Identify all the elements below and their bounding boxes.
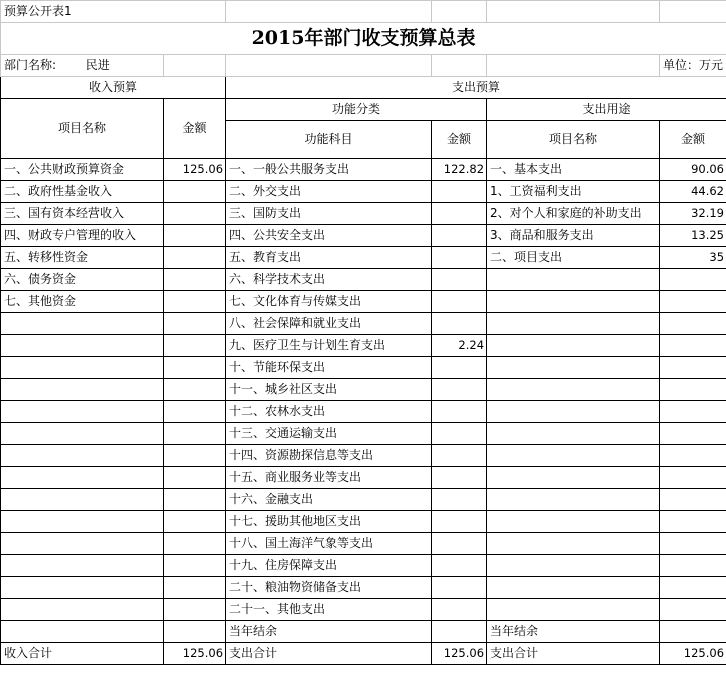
use-total-amount[interactable]: 125.06	[660, 643, 726, 665]
table-row	[1, 313, 726, 335]
use-amount-cell[interactable]	[660, 269, 726, 291]
func-amount-cell[interactable]: 2.24	[432, 335, 487, 357]
use-amount-cell[interactable]	[660, 533, 726, 555]
expense-use-header[interactable]: 支出用途	[487, 99, 726, 121]
func-amount-cell[interactable]	[432, 423, 487, 445]
func-subject-cell[interactable]: 十八、国土海洋气象等支出	[226, 533, 432, 555]
table-row	[1, 511, 726, 533]
use-item-cell[interactable]	[487, 291, 660, 313]
func-subject-cell[interactable]: 十四、资源勘探信息等支出	[226, 445, 432, 467]
use-amount-cell[interactable]	[660, 467, 726, 489]
functional-class-header[interactable]: 功能分类	[226, 99, 487, 121]
income-amount-cell[interactable]	[164, 577, 226, 599]
use-item-cell[interactable]	[487, 577, 660, 599]
income-item-cell[interactable]	[1, 467, 164, 489]
income-item-cell[interactable]: 三、国有资本经营收入	[1, 203, 164, 225]
func-amount-header[interactable]: 金额	[432, 121, 487, 159]
income-item-cell[interactable]	[1, 401, 164, 423]
table-row	[1, 577, 726, 599]
use-item-cell[interactable]	[487, 445, 660, 467]
income-amount-cell[interactable]	[164, 401, 226, 423]
func-subject-cell[interactable]: 九、医疗卫生与计划生育支出	[226, 335, 432, 357]
func-amount-cell[interactable]	[432, 225, 487, 247]
func-amount-cell[interactable]	[432, 445, 487, 467]
dept-name: 民进	[85, 58, 110, 72]
total-row	[1, 643, 726, 665]
data-rows	[1, 159, 726, 643]
income-item-cell[interactable]: 二、政府性基金收入	[1, 181, 164, 203]
func-subject-cell[interactable]: 七、文化体育与传媒支出	[226, 291, 432, 313]
income-amount-cell[interactable]	[164, 313, 226, 335]
func-amount-cell[interactable]	[432, 181, 487, 203]
income-amount-cell[interactable]	[164, 511, 226, 533]
func-subject-cell[interactable]: 六、科学技术支出	[226, 269, 432, 291]
table-row	[1, 599, 726, 621]
use-amount-cell[interactable]	[660, 357, 726, 379]
table-row	[1, 489, 726, 511]
income-amount-cell[interactable]	[164, 181, 226, 203]
income-amount-cell[interactable]	[164, 621, 226, 643]
table-row	[1, 379, 726, 401]
dept-label: 部门名称:	[4, 58, 57, 72]
func-subject-cell[interactable]: 五、教育支出	[226, 247, 432, 269]
table-row	[1, 269, 726, 291]
use-amount-cell[interactable]	[660, 291, 726, 313]
use-item-cell[interactable]	[487, 313, 660, 335]
func-amount-cell[interactable]: 122.82	[432, 159, 487, 181]
table-row	[1, 467, 726, 489]
use-item-cell[interactable]: 当年结余	[487, 621, 660, 643]
use-amount-cell[interactable]	[660, 599, 726, 621]
income-amount-cell[interactable]	[164, 225, 226, 247]
use-item-cell[interactable]	[487, 401, 660, 423]
income-item-cell[interactable]	[1, 313, 164, 335]
func-amount-cell[interactable]	[432, 357, 487, 379]
income-item-cell[interactable]: 一、公共财政预算资金	[1, 159, 164, 181]
use-item-name-header[interactable]: 项目名称	[487, 121, 660, 159]
use-item-cell[interactable]	[487, 489, 660, 511]
func-amount-cell[interactable]	[432, 577, 487, 599]
income-item-cell[interactable]	[1, 423, 164, 445]
use-amount-cell[interactable]: 35	[660, 247, 726, 269]
use-amount-cell[interactable]	[660, 313, 726, 335]
income-amount-cell[interactable]	[164, 335, 226, 357]
income-item-cell[interactable]: 七、其他资金	[1, 291, 164, 313]
use-item-cell[interactable]: 3、商品和服务支出	[487, 225, 660, 247]
income-amount-cell[interactable]	[164, 555, 226, 577]
income-item-cell[interactable]: 六、债务资金	[1, 269, 164, 291]
income-item-name-header[interactable]: 项目名称	[1, 99, 164, 159]
table-row	[1, 445, 726, 467]
use-amount-cell[interactable]	[660, 445, 726, 467]
dept-label-cell[interactable]	[1, 55, 164, 77]
income-item-cell[interactable]	[1, 357, 164, 379]
income-item-cell[interactable]: 五、转移性资金	[1, 247, 164, 269]
income-item-cell[interactable]	[1, 555, 164, 577]
income-amount-cell[interactable]: 125.06	[164, 159, 226, 181]
use-item-cell[interactable]	[487, 599, 660, 621]
dept-row	[1, 55, 726, 77]
use-amount-cell[interactable]: 32.19	[660, 203, 726, 225]
table-row	[1, 401, 726, 423]
use-amount-cell[interactable]: 90.06	[660, 159, 726, 181]
table-row	[1, 159, 726, 181]
table-row	[1, 555, 726, 577]
table-row	[1, 533, 726, 555]
sheet-name-row	[1, 1, 726, 23]
func-amount-cell[interactable]	[432, 621, 487, 643]
income-amount-cell[interactable]	[164, 467, 226, 489]
income-item-cell[interactable]	[1, 335, 164, 357]
income-item-cell[interactable]	[1, 577, 164, 599]
func-amount-cell[interactable]	[432, 247, 487, 269]
income-amount-cell[interactable]	[164, 357, 226, 379]
func-subject-cell[interactable]: 十六、金融支出	[226, 489, 432, 511]
func-subject-cell[interactable]: 十三、交通运输支出	[226, 423, 432, 445]
use-amount-cell[interactable]	[660, 489, 726, 511]
use-item-cell[interactable]: 2、对个人和家庭的补助支出	[487, 203, 660, 225]
table-row	[1, 621, 726, 643]
table-row	[1, 357, 726, 379]
use-item-cell[interactable]	[487, 379, 660, 401]
income-budget-header[interactable]: 收入预算	[1, 77, 226, 99]
func-subject-cell[interactable]: 四、公共安全支出	[226, 225, 432, 247]
income-item-cell[interactable]	[1, 379, 164, 401]
income-amount-cell[interactable]	[164, 269, 226, 291]
func-subject-cell[interactable]: 十五、商业服务业等支出	[226, 467, 432, 489]
func-subject-cell[interactable]: 三、国防支出	[226, 203, 432, 225]
income-amount-cell[interactable]	[164, 533, 226, 555]
func-amount-cell[interactable]	[432, 203, 487, 225]
use-amount-cell[interactable]	[660, 335, 726, 357]
func-amount-cell[interactable]	[432, 313, 487, 335]
use-item-cell[interactable]: 1、工资福利支出	[487, 181, 660, 203]
income-amount-cell[interactable]	[164, 203, 226, 225]
func-amount-cell[interactable]	[432, 291, 487, 313]
expense-total-amount[interactable]: 125.06	[432, 643, 487, 665]
func-amount-cell[interactable]	[432, 599, 487, 621]
func-subject-cell[interactable]: 二、外交支出	[226, 181, 432, 203]
expense-budget-header[interactable]: 支出预算	[226, 77, 726, 99]
income-total-amount[interactable]: 125.06	[164, 643, 226, 665]
func-amount-cell[interactable]	[432, 269, 487, 291]
use-item-cell[interactable]	[487, 423, 660, 445]
use-item-cell[interactable]	[487, 269, 660, 291]
use-item-cell[interactable]: 二、项目支出	[487, 247, 660, 269]
header-row-1	[1, 77, 726, 99]
income-item-cell[interactable]	[1, 599, 164, 621]
income-amount-header[interactable]: 金额	[164, 99, 226, 159]
use-amount-cell[interactable]	[660, 577, 726, 599]
use-amount-header[interactable]: 金额	[660, 121, 726, 159]
func-subject-cell[interactable]: 八、社会保障和就业支出	[226, 313, 432, 335]
func-subject-cell[interactable]: 二十、粮油物资储备支出	[226, 577, 432, 599]
use-item-cell[interactable]	[487, 467, 660, 489]
func-amount-cell[interactable]	[432, 489, 487, 511]
table-row	[1, 335, 726, 357]
use-item-cell[interactable]: 一、基本支出	[487, 159, 660, 181]
income-item-cell[interactable]	[1, 533, 164, 555]
use-item-cell[interactable]	[487, 357, 660, 379]
func-subject-cell[interactable]: 十七、援助其他地区支出	[226, 511, 432, 533]
func-amount-cell[interactable]	[432, 379, 487, 401]
use-item-cell[interactable]	[487, 511, 660, 533]
func-subject-cell[interactable]: 一、一般公共服务支出	[226, 159, 432, 181]
use-item-cell[interactable]	[487, 335, 660, 357]
func-amount-cell[interactable]	[432, 511, 487, 533]
income-amount-cell[interactable]	[164, 291, 226, 313]
table-row	[1, 203, 726, 225]
table-row	[1, 225, 726, 247]
func-amount-cell[interactable]	[432, 533, 487, 555]
func-subject-header[interactable]: 功能科目	[226, 121, 432, 159]
expense-total-label[interactable]: 支出合计	[226, 643, 432, 665]
income-item-cell[interactable]	[1, 445, 164, 467]
use-item-cell[interactable]	[487, 555, 660, 577]
table-row	[1, 247, 726, 269]
use-amount-cell[interactable]: 44.62	[660, 181, 726, 203]
income-amount-cell[interactable]	[164, 489, 226, 511]
use-item-cell[interactable]	[487, 533, 660, 555]
unit-label[interactable]: 单位：万元	[660, 55, 726, 77]
use-total-label[interactable]: 支出合计	[487, 643, 660, 665]
sheet-name[interactable]: 预算公开表1	[1, 1, 226, 23]
table-row	[1, 291, 726, 313]
income-amount-cell[interactable]	[164, 445, 226, 467]
income-amount-cell[interactable]	[164, 599, 226, 621]
use-amount-cell[interactable]	[660, 621, 726, 643]
use-amount-cell[interactable]	[660, 401, 726, 423]
use-amount-cell[interactable]	[660, 423, 726, 445]
func-amount-cell[interactable]	[432, 401, 487, 423]
income-item-cell[interactable]: 四、财政专户管理的收入	[1, 225, 164, 247]
income-amount-cell[interactable]	[164, 379, 226, 401]
use-amount-cell[interactable]	[660, 379, 726, 401]
use-amount-cell[interactable]	[660, 511, 726, 533]
func-subject-cell[interactable]: 十二、农林水支出	[226, 401, 432, 423]
table-row	[1, 181, 726, 203]
func-amount-cell[interactable]	[432, 555, 487, 577]
func-subject-cell[interactable]: 十、节能环保支出	[226, 357, 432, 379]
func-subject-cell[interactable]: 二十一、其他支出	[226, 599, 432, 621]
title-row	[1, 23, 726, 55]
income-amount-cell[interactable]	[164, 247, 226, 269]
table-row	[1, 423, 726, 445]
func-subject-cell[interactable]: 当年结余	[226, 621, 432, 643]
income-total-label[interactable]: 收入合计	[1, 643, 164, 665]
income-item-cell[interactable]	[1, 489, 164, 511]
header-row-2	[1, 99, 726, 121]
page-title[interactable]: 2015年部门收支预算总表	[1, 23, 726, 55]
func-amount-cell[interactable]	[432, 467, 487, 489]
use-amount-cell[interactable]: 13.25	[660, 225, 726, 247]
func-subject-cell[interactable]: 十一、城乡社区支出	[226, 379, 432, 401]
use-amount-cell[interactable]	[660, 555, 726, 577]
func-subject-cell[interactable]: 十九、住房保障支出	[226, 555, 432, 577]
income-amount-cell[interactable]	[164, 423, 226, 445]
income-item-cell[interactable]	[1, 511, 164, 533]
income-item-cell[interactable]	[1, 621, 164, 643]
